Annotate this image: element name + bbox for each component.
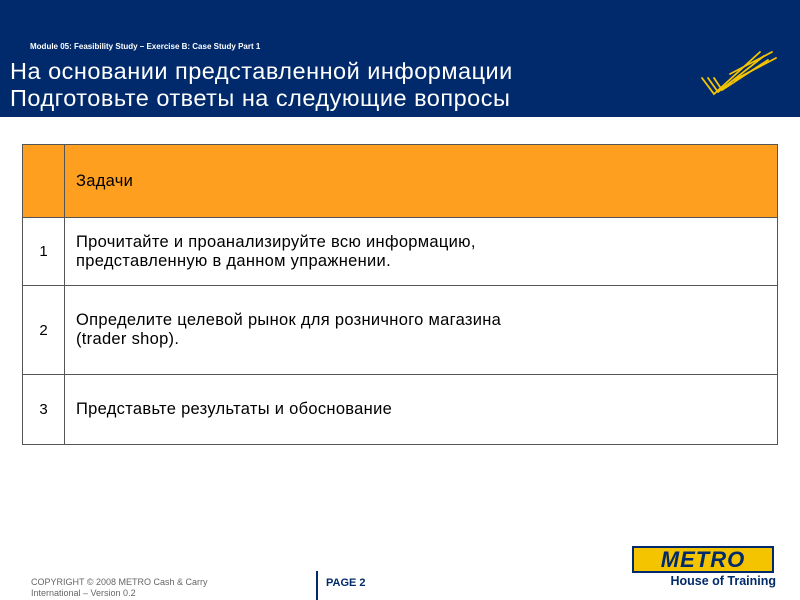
row-text	[65, 218, 778, 286]
header-label-cell: Задачи	[65, 145, 778, 218]
tasks-table	[22, 144, 778, 445]
title-line-1: На основании представленной информации	[10, 58, 513, 84]
metro-logo	[632, 546, 774, 573]
row-text-line: Представьте результаты и обоснование	[76, 400, 393, 418]
page-number: PAGE 2	[326, 577, 366, 589]
row-number: 2	[23, 286, 65, 375]
page-title	[10, 58, 513, 112]
checkmark-logo-icon	[700, 44, 780, 100]
metro-logo-subtitle: House of Training	[670, 574, 776, 588]
row-text	[65, 286, 778, 375]
table-row	[23, 218, 778, 286]
copyright-line-2: International – Version 0.2	[31, 588, 136, 598]
row-text-line: (trader shop).	[76, 330, 180, 348]
title-line-2: Подготовьте ответы на следующие вопросы	[10, 85, 511, 111]
row-text-line: Определите целевой рынок для розничного магазина	[76, 311, 502, 329]
metro-logo-word: METRO	[660, 547, 746, 572]
row-text	[65, 375, 778, 445]
copyright-line-1: COPYRIGHT © 2008 METRO Cash & Carry	[31, 577, 208, 587]
header-num-cell	[23, 145, 65, 218]
copyright-text	[31, 577, 291, 599]
row-number: 3	[23, 375, 65, 445]
table-header-row	[23, 145, 778, 218]
module-subtitle: Module 05: Feasibility Study – Exercise B: Case Study Part 1	[30, 42, 261, 51]
row-text-line: Прочитайте и проанализируйте всю информацию,	[76, 232, 476, 251]
footer-divider	[316, 571, 318, 600]
row-text-line: представленную в данном упражнении.	[76, 251, 391, 270]
table-row	[23, 375, 778, 445]
header-banner	[0, 0, 800, 117]
row-number: 1	[23, 218, 65, 286]
table-row	[23, 286, 778, 375]
